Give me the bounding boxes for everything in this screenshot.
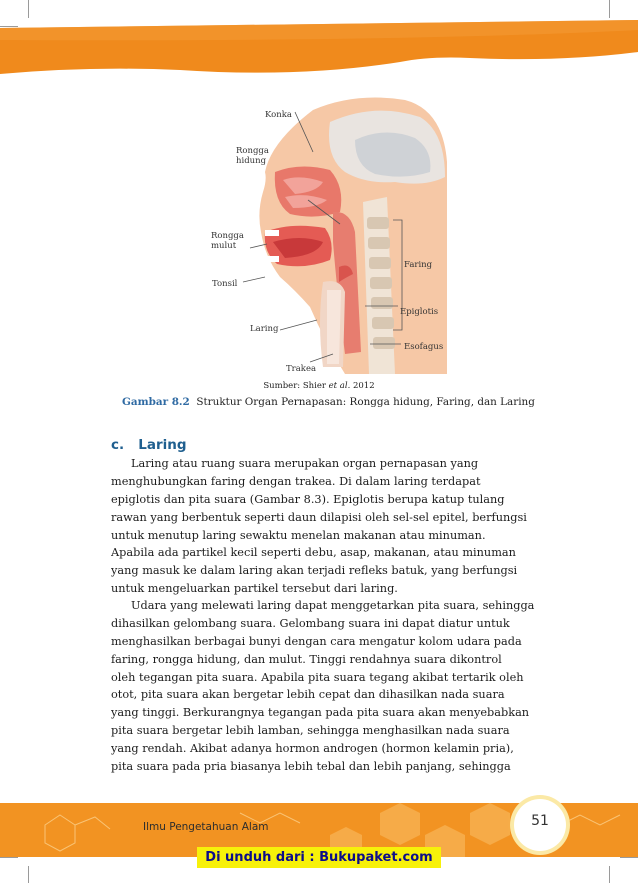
label-faring: Faring — [404, 260, 433, 270]
crop-mark — [620, 857, 638, 858]
text-line: menghubungkan faring dengan trakea. Di dalam laring terdapat — [111, 474, 481, 488]
label-rongga-mulut — [211, 231, 244, 251]
text-line: Apabila ada partikel kecil seperti debu, asap, makanan, atau minuman — [111, 546, 516, 560]
text-line: yang masuk ke dalam laring akan terjadi refleks batuk, yang berfungsi — [111, 564, 518, 578]
label-konka: Konka — [265, 110, 292, 120]
header-band — [0, 0, 638, 80]
text-line: Laring atau ruang suara merupakan organ pernapasan yang — [131, 457, 479, 470]
crop-mark — [609, 866, 610, 883]
label-rongga-hidung-line1: Rongga — [236, 146, 269, 156]
source-prefix: Sumber: Shier — [263, 381, 329, 391]
figure-caption — [122, 396, 535, 408]
label-laring: Laring — [250, 324, 279, 334]
text-line: Udara yang melewati laring dapat menggetarkan pita suara, sehingga — [131, 599, 535, 612]
text-line: untuk mengeluarkan partikel tersebut dari laring. — [111, 582, 398, 596]
label-rongga-mulut-line2: mulut — [211, 241, 237, 251]
label-rongga-hidung-line2: hidung — [236, 156, 267, 166]
crop-mark — [0, 857, 18, 858]
page-number: 51 — [531, 813, 549, 829]
text-line: menghasilkan berbagai bunyi dengan cara mengatur kolom udara pada — [111, 634, 522, 648]
section-heading: c. Laring — [111, 437, 187, 453]
text-line: pita suara bergetar lebih lamban, sehingga menghasilkan nada suara — [111, 724, 510, 738]
download-source-link[interactable]: Di unduh dari : Bukupaket.com — [197, 847, 441, 868]
label-rongga-mulut-line1: Rongga — [211, 231, 244, 241]
source-italic: et al. — [328, 381, 351, 391]
label-esofagus: Esofagus — [404, 342, 444, 352]
paragraph-1 — [111, 455, 560, 598]
text-line: yang tinggi. Berkurangnya tegangan pada pita suara akan menyebabkan — [111, 706, 530, 720]
text-line: pita suara pada pria biasanya lebih tebal dan lebih panjang, sehingga — [111, 760, 511, 774]
label-tonsil: Tonsil — [212, 279, 238, 289]
label-epiglotis: Epiglotis — [400, 307, 439, 317]
label-rongga-hidung — [236, 146, 269, 166]
book-title: Ilmu Pengetahuan Alam — [143, 821, 269, 833]
text-line: oleh tegangan pita suara. Apabila pita suara tegang akibat tertarik oleh — [111, 670, 524, 684]
text-line: epiglotis dan pita suara (Gambar 8.3). Epiglotis berupa katup tulang — [111, 492, 505, 506]
text-line: dihasilkan gelombang suara. Gelombang suara ini dapat diatur untuk — [111, 616, 510, 630]
text-line: yang rendah. Akibat adanya hormon androgen (hormon kelamin pria), — [111, 742, 514, 756]
text-line: rawan yang berbentuk seperti daun dilapisi oleh sel-sel epitel, berfungsi — [111, 510, 527, 524]
text-line: untuk menutup laring sewaktu menelan makanan atau minuman. — [111, 528, 486, 542]
source-year: 2012 — [350, 381, 375, 391]
caption-text: Struktur Organ Pernapasan: Rongga hidung, Faring, dan Laring — [196, 396, 535, 408]
label-trakea: Trakea — [286, 364, 317, 374]
paragraph-2 — [111, 597, 560, 776]
text-line: faring, rongga hidung, dan mulut. Tinggi rendahnya suara dikontrol — [111, 652, 502, 666]
caption-label: Gambar 8.2 — [122, 396, 190, 408]
crop-mark — [28, 866, 29, 883]
figure-source — [0, 381, 638, 391]
text-line: otot, pita suara akan bergetar lebih cepat dan dihasilkan nada suara — [111, 688, 505, 702]
